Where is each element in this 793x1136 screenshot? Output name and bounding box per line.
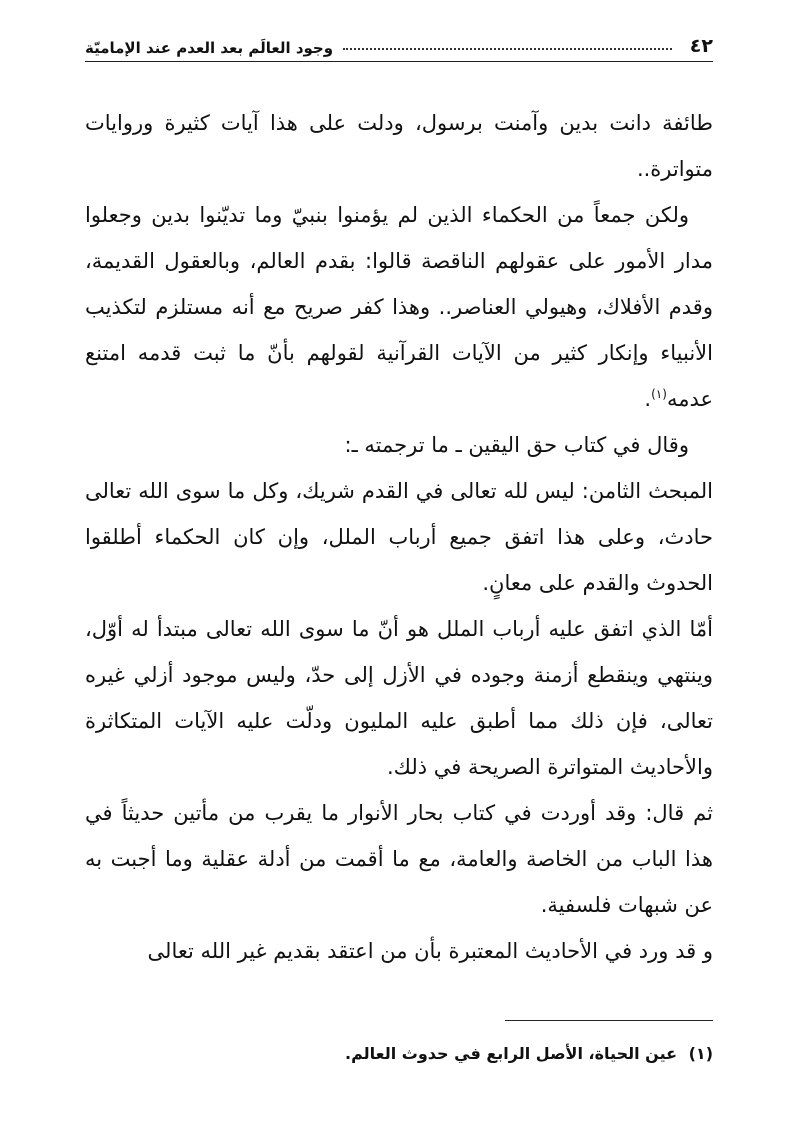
page-header — [85, 28, 713, 62]
paragraph: ثم قال: وقد أوردت في كتاب بحار الأنوار ما يقرب من مأتين حديثاً في هذا الباب من الخاصة والعامة، مع ما أقمت من أدلة عقلية وما أجبت به عن شبهات فلسفية. — [85, 801, 713, 917]
paragraph-end: . — [644, 387, 652, 411]
running-title: وجود العالَم بعد العدم عند الإماميّة — [85, 39, 334, 57]
header-dot-leader — [343, 47, 672, 50]
paragraph-text: ولكن جمعاً من الحكماء الذين لم يؤمنوا بنبيّ وما تديّنوا بدين وجعلوا مدار الأمور على عقولهم الناقصة قالوا: بقدم العالم، وبالعقول القديمة، وقدم الأفلاك، وهيولي العناصر.. وهذا كفر صريح مع أنه مستلزم لتكذيب الأنبياء وإنكار كثير من الآيات القرآنية لقولهم بأنّ ما ثبت قدمه امتنع عدمه — [85, 203, 713, 411]
paragraph — [85, 192, 713, 422]
main-text — [85, 100, 713, 974]
paragraph: أمّا الذي اتفق عليه أرباب الملل هو أنّ ما سوى الله تعالى مبتدأ له أوّل، وينتهي وينقطع أزمنة وجوده في الأزل إلى حدّ، وليس موجود أزلي غيره تعالى، فإن ذلك مما أطبق عليه المليون ودلّت عليه الآيات المتكاثرة والأحاديث المتواترة الصريحة في ذلك. — [85, 617, 713, 779]
footnote-separator — [505, 1020, 713, 1021]
page-number: ٤٢ — [689, 35, 713, 57]
paragraph: و قد ورد في الأحاديث المعتبرة بأن من اعتقد بقديم غير الله تعالى — [147, 939, 713, 963]
footnote-text: عين الحياة، الأصل الرابع في حدوث العالم. — [345, 1044, 678, 1063]
footnote-reference: (١) — [651, 387, 667, 401]
paragraph: طائفة دانت بدين وآمنت برسول، ودلت على هذا آيات كثيرة وروايات متواترة.. — [85, 111, 713, 181]
paragraph: وقال في كتاب حق اليقين ـ ما ترجمته ـ: — [344, 433, 689, 457]
footnote-marker: (١) — [688, 1044, 713, 1063]
paragraph: المبحث الثامن: ليس لله تعالى في القدم شريك، وكل ما سوى الله تعالى حادث، وعلى هذا اتفق جميع أرباب الملل، وإن كان الحكماء أطلقوا الحدوث والقدم على معانٍ. — [85, 479, 713, 595]
footnote — [85, 1042, 713, 1066]
